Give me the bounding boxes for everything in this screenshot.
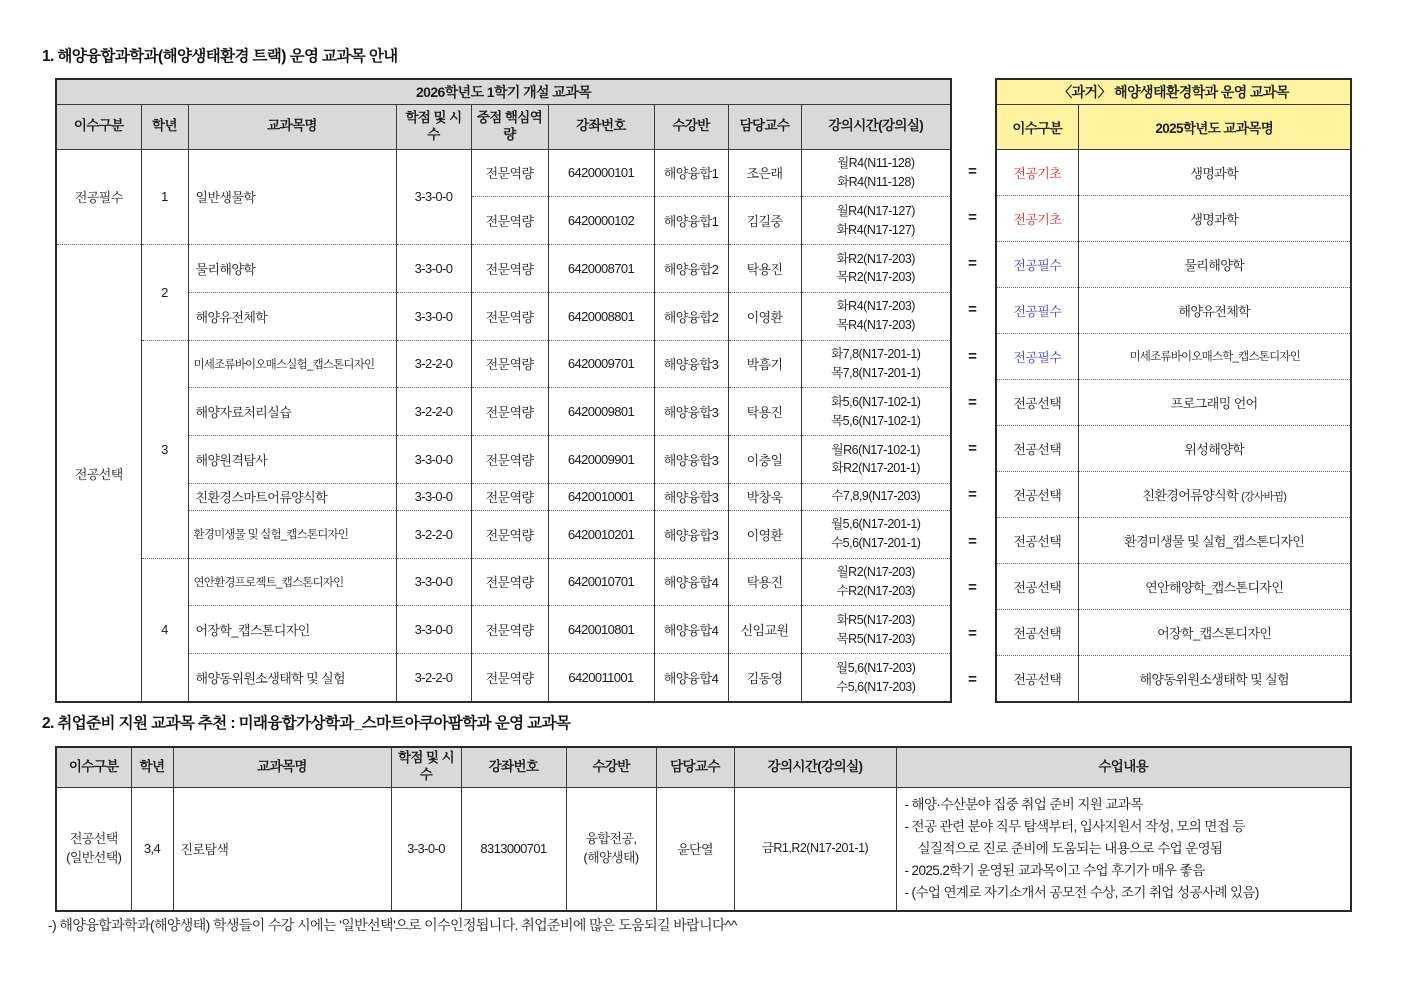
past-category-cell: 전공선택 bbox=[996, 609, 1078, 655]
competency-cell: 전문역량 bbox=[471, 340, 548, 388]
col-header-credits: 학점 및 시수 bbox=[396, 104, 471, 149]
professor-cell: 김길중 bbox=[728, 197, 801, 245]
year-cell: 1 bbox=[141, 149, 188, 245]
past-category-cell: 전공필수 bbox=[996, 333, 1078, 379]
schedule-line: 목7,8(N17-201-1) bbox=[831, 365, 921, 380]
professor-cell: 박흠기 bbox=[728, 340, 801, 388]
past-col-header-course: 2025학년도 교과목명 bbox=[1078, 104, 1351, 149]
credits-cell: 3-3-0-0 bbox=[396, 149, 471, 245]
past-course-cell: 환경미생물 및 실험_캡스톤디자인 bbox=[1078, 517, 1351, 563]
past-course-cell: 프로그래밍 언어 bbox=[1078, 379, 1351, 425]
completion-line: 전공선택 bbox=[69, 830, 118, 846]
past-course-cell: 어장학_캡스톤디자인 bbox=[1078, 609, 1351, 655]
equals-sign: = bbox=[968, 162, 977, 180]
past-course-name: 친환경어류양식학 bbox=[1142, 487, 1239, 503]
table-row bbox=[996, 287, 1351, 333]
past-course-cell: 물리해양학 bbox=[1078, 241, 1351, 287]
equals-sign: = bbox=[968, 255, 977, 273]
completion-cell bbox=[56, 787, 131, 911]
course-code-cell: 6420008801 bbox=[548, 292, 654, 340]
past-category-cell: 전공선택 bbox=[996, 379, 1078, 425]
table-past-courses bbox=[995, 78, 1352, 703]
schedule-line: 목R2(N17-203) bbox=[836, 270, 915, 285]
course-code-cell: 6420000101 bbox=[548, 149, 654, 197]
professor-cell: 탁용진 bbox=[728, 245, 801, 293]
course-name-cell: 해양동위원소생태학 및 실험 bbox=[188, 654, 396, 702]
schedule-cell bbox=[801, 436, 951, 484]
professor-cell: 신임교원 bbox=[728, 606, 801, 654]
course-code-cell: 6420010801 bbox=[548, 606, 654, 654]
table-row bbox=[56, 245, 951, 293]
professor-cell: 조은래 bbox=[728, 149, 801, 197]
t2-col-header-code: 강좌번호 bbox=[461, 747, 566, 787]
class-section-cell: 해양융합1 bbox=[654, 149, 728, 197]
past-category-cell: 전공선택 bbox=[996, 471, 1078, 517]
schedule-line: 월R4(N17-127) bbox=[836, 203, 915, 218]
table-row bbox=[56, 558, 951, 606]
competency-cell: 전문역량 bbox=[471, 510, 548, 558]
course-name-cell: 미세조류바이오매스실험_캡스톤디자인 bbox=[188, 340, 396, 388]
year-cell: 3,4 bbox=[131, 787, 173, 911]
professor-cell: 탁용진 bbox=[728, 558, 801, 606]
credits-cell: 3-3-0-0 bbox=[396, 245, 471, 293]
t2-col-header-completion: 이수구분 bbox=[56, 747, 131, 787]
competency-cell: 전문역량 bbox=[471, 197, 548, 245]
schedule-cell bbox=[801, 388, 951, 436]
year-cell: 3 bbox=[141, 340, 188, 558]
schedule-cell bbox=[801, 606, 951, 654]
year-cell: 4 bbox=[141, 558, 188, 702]
equals-sign: = bbox=[968, 671, 977, 689]
course-code-cell: 6420010701 bbox=[548, 558, 654, 606]
section2-title: 2. 취업준비 지원 교과목 추천 : 미래융합가상학과_스마트아쿠아팜학과 운영 교과목 bbox=[42, 715, 571, 732]
course-name-cell: 해양원격탐사 bbox=[188, 436, 396, 484]
competency-cell: 전문역량 bbox=[471, 436, 548, 484]
table-row bbox=[996, 517, 1351, 563]
table-row bbox=[996, 241, 1351, 287]
table-row bbox=[56, 483, 951, 510]
t2-col-header-credits: 학점 및 시수 bbox=[391, 747, 461, 787]
course-content-cell bbox=[896, 787, 1351, 911]
course-code-cell: 8313000701 bbox=[461, 787, 566, 911]
course-name-cell: 해양자료처리실습 bbox=[188, 388, 396, 436]
schedule-line: 수5,6(N17-203) bbox=[836, 679, 916, 694]
past-col-header-category: 이수구분 bbox=[996, 104, 1078, 149]
past-category-cell: 전공선택 bbox=[996, 563, 1078, 609]
table1-title: 2026학년도 1학기 개설 교과목 bbox=[56, 79, 951, 104]
table-row bbox=[56, 292, 951, 340]
course-name-cell: 연안환경프로젝트_캡스톤디자인 bbox=[188, 558, 396, 606]
table-row bbox=[996, 149, 1351, 195]
professor-cell: 이충일 bbox=[728, 436, 801, 484]
course-code-cell: 6420009701 bbox=[548, 340, 654, 388]
table-row bbox=[996, 609, 1351, 655]
schedule-line: 수5,6(N17-201-1) bbox=[831, 536, 921, 551]
past-category-cell: 전공기초 bbox=[996, 149, 1078, 195]
course-code-cell: 6420010001 bbox=[548, 483, 654, 510]
t2-col-header-class: 수강반 bbox=[566, 747, 656, 787]
equals-sign: = bbox=[968, 347, 977, 365]
competency-cell: 전문역량 bbox=[471, 483, 548, 510]
schedule-cell bbox=[801, 510, 951, 558]
schedule-cell bbox=[801, 149, 951, 197]
credits-cell: 3-3-0-0 bbox=[391, 787, 461, 911]
schedule-line: 월R6(N17-102-1) bbox=[831, 442, 920, 457]
course-name-cell: 어장학_캡스톤디자인 bbox=[188, 606, 396, 654]
schedule-cell bbox=[801, 558, 951, 606]
content-line: - 2025.2학기 운영된 교과목이고 수업 후기가 매우 좋음 bbox=[904, 862, 1205, 878]
equals-sign: = bbox=[968, 393, 977, 411]
content-line: - 해양·수산분야 집중 취업 준비 지원 교과목 bbox=[904, 796, 1143, 812]
class-section-cell bbox=[566, 787, 656, 911]
table-row bbox=[996, 379, 1351, 425]
col-header-course: 교과목명 bbox=[188, 104, 396, 149]
class-section-cell: 해양융합2 bbox=[654, 245, 728, 293]
past-course-cell: 생명과학 bbox=[1078, 195, 1351, 241]
table-row bbox=[56, 510, 951, 558]
equals-sign: = bbox=[968, 625, 977, 643]
class-line: 융합전공, bbox=[585, 830, 637, 846]
table-row bbox=[56, 340, 951, 388]
past-course-cell: 위성해양학 bbox=[1078, 425, 1351, 471]
t2-col-header-year: 학년 bbox=[131, 747, 173, 787]
schedule-line: 화R4(N11-128) bbox=[837, 174, 915, 189]
schedule-line: 목5,6(N17-102-1) bbox=[831, 413, 921, 428]
equals-sign: = bbox=[968, 532, 977, 550]
past-category-cell: 전공선택 bbox=[996, 655, 1078, 702]
credits-cell: 3-3-0-0 bbox=[396, 292, 471, 340]
table-row bbox=[996, 471, 1351, 517]
schedule-line: 화7,8(N17-201-1) bbox=[831, 347, 921, 362]
class-section-cell: 해양융합1 bbox=[654, 197, 728, 245]
table-row bbox=[56, 149, 951, 197]
col-header-schedule: 강의시간(강의실) bbox=[801, 104, 951, 149]
table-row bbox=[996, 563, 1351, 609]
past-course-cell bbox=[1078, 471, 1351, 517]
credits-cell: 3-2-2-0 bbox=[396, 510, 471, 558]
col-header-professor: 담당교수 bbox=[728, 104, 801, 149]
class-section-cell: 해양융합3 bbox=[654, 388, 728, 436]
credits-cell: 3-2-2-0 bbox=[396, 654, 471, 702]
class-section-cell: 해양융합3 bbox=[654, 436, 728, 484]
schedule-cell bbox=[801, 483, 951, 510]
table-row bbox=[996, 195, 1351, 241]
t2-col-header-professor: 담당교수 bbox=[656, 747, 734, 787]
professor-cell: 이영환 bbox=[728, 510, 801, 558]
content-line: - (수업 연계로 자기소개서 공모전 수상, 조기 취업 성공사례 있음) bbox=[904, 884, 1259, 900]
equals-sign: = bbox=[968, 208, 977, 226]
course-code-cell: 6420010201 bbox=[548, 510, 654, 558]
schedule-cell: 금R1,R2(N17-201-1) bbox=[734, 787, 896, 911]
schedule-cell bbox=[801, 292, 951, 340]
course-name-cell: 일반생물학 bbox=[188, 149, 396, 245]
course-name-cell: 진로탐색 bbox=[173, 787, 391, 911]
past-course-note: (강사바뀜) bbox=[1241, 490, 1287, 503]
course-name-cell: 해양유전체학 bbox=[188, 292, 396, 340]
footnote: -) 해양융합과학과(해양생태) 학생들이 수강 시에는 '일반선택'으로 이수인정됩니다. 취업준비에 많은 도움되길 바랍니다^^ bbox=[48, 917, 737, 933]
schedule-line: 수R2(N17-203) bbox=[836, 583, 915, 598]
schedule-line: 화R4(N17-203) bbox=[836, 299, 915, 314]
course-name-cell: 친환경스마트어류양식학 bbox=[188, 483, 396, 510]
schedule-cell bbox=[801, 197, 951, 245]
course-code-cell: 6420000102 bbox=[548, 197, 654, 245]
past-category-cell: 전공필수 bbox=[996, 287, 1078, 333]
schedule-line: 화R5(N17-203) bbox=[836, 612, 915, 627]
class-section-cell: 해양융합4 bbox=[654, 558, 728, 606]
credits-cell: 3-2-2-0 bbox=[396, 388, 471, 436]
col-header-year: 학년 bbox=[141, 104, 188, 149]
past-category-cell: 전공선택 bbox=[996, 517, 1078, 563]
schedule-line: 목R5(N17-203) bbox=[836, 631, 915, 646]
completion-line: (일반선택) bbox=[66, 849, 122, 865]
year-cell: 2 bbox=[141, 245, 188, 341]
schedule-line: 월R4(N11-128) bbox=[837, 156, 915, 171]
professor-cell: 탁용진 bbox=[728, 388, 801, 436]
schedule-line: 화R2(N17-201-1) bbox=[831, 461, 920, 476]
content-line: - 전공 관련 분야 직무 탐색부터, 입사지원서 작성, 모의 면접 등 bbox=[904, 818, 1245, 834]
schedule-line: 월5,6(N17-203) bbox=[836, 660, 916, 675]
competency-cell: 전문역량 bbox=[471, 654, 548, 702]
table-row bbox=[56, 436, 951, 484]
schedule-line: 수7,8,9(N17-203) bbox=[831, 489, 921, 504]
course-name-cell: 물리해양학 bbox=[188, 245, 396, 293]
competency-cell: 전문역량 bbox=[471, 292, 548, 340]
course-code-cell: 6420008701 bbox=[548, 245, 654, 293]
class-section-cell: 해양융합3 bbox=[654, 340, 728, 388]
table-row bbox=[56, 388, 951, 436]
past-course-cell: 연안해양학_캡스톤디자인 bbox=[1078, 563, 1351, 609]
equals-sign: = bbox=[968, 486, 977, 504]
table-career-course bbox=[55, 746, 1352, 912]
course-name-cell: 환경미생물 및 실험_캡스톤디자인 bbox=[188, 510, 396, 558]
course-code-cell: 6420009901 bbox=[548, 436, 654, 484]
table-row bbox=[996, 425, 1351, 471]
schedule-line: 화R2(N17-203) bbox=[836, 251, 915, 266]
credits-cell: 3-3-0-0 bbox=[396, 483, 471, 510]
schedule-cell bbox=[801, 654, 951, 702]
past-course-cell: 해양유전체학 bbox=[1078, 287, 1351, 333]
past-category-cell: 전공선택 bbox=[996, 425, 1078, 471]
equals-sign: = bbox=[968, 440, 977, 458]
past-course-cell: 미세조류바이오매스학_캡스톤디자인 bbox=[1078, 333, 1351, 379]
schedule-line: 목R4(N17-203) bbox=[836, 318, 915, 333]
class-section-cell: 해양융합3 bbox=[654, 483, 728, 510]
col-header-competency: 중점 핵심역량 bbox=[471, 104, 548, 149]
credits-cell: 3-2-2-0 bbox=[396, 340, 471, 388]
schedule-line: 월R2(N17-203) bbox=[836, 565, 915, 580]
credits-cell: 3-3-0-0 bbox=[396, 558, 471, 606]
table-row bbox=[56, 787, 1351, 911]
t2-col-header-content: 수업내용 bbox=[896, 747, 1351, 787]
col-header-code: 강좌번호 bbox=[548, 104, 654, 149]
col-header-class: 수강반 bbox=[654, 104, 728, 149]
credits-cell: 3-3-0-0 bbox=[396, 436, 471, 484]
class-section-cell: 해양융합4 bbox=[654, 654, 728, 702]
content-line: 실질적으로 진로 준비에 도움되는 내용으로 수업 운영됨 bbox=[917, 840, 1223, 856]
competency-cell: 전문역량 bbox=[471, 558, 548, 606]
table-row bbox=[996, 655, 1351, 702]
competency-cell: 전문역량 bbox=[471, 388, 548, 436]
past-course-cell: 생명과학 bbox=[1078, 149, 1351, 195]
schedule-cell bbox=[801, 245, 951, 293]
schedule-line: 화R4(N17-127) bbox=[836, 222, 915, 237]
t2-col-header-schedule: 강의시간(강의실) bbox=[734, 747, 896, 787]
past-table-title: 〈과거〉 해양생태환경학과 운영 교과목 bbox=[996, 79, 1351, 104]
professor-cell: 윤단열 bbox=[656, 787, 734, 911]
past-category-cell: 전공필수 bbox=[996, 241, 1078, 287]
table-row bbox=[56, 654, 951, 702]
schedule-cell bbox=[801, 340, 951, 388]
class-section-cell: 해양융합4 bbox=[654, 606, 728, 654]
table-row bbox=[56, 606, 951, 654]
course-code-cell: 6420011001 bbox=[548, 654, 654, 702]
credits-cell: 3-3-0-0 bbox=[396, 606, 471, 654]
equals-sign: = bbox=[968, 578, 977, 596]
professor-cell: 김동영 bbox=[728, 654, 801, 702]
schedule-line: 화5,6(N17-102-1) bbox=[831, 394, 921, 409]
schedule-line: 월5,6(N17-201-1) bbox=[831, 517, 921, 532]
class-section-cell: 해양융합3 bbox=[654, 510, 728, 558]
section1-title: 1. 해양융합과학과(해양생태환경 트랙) 운영 교과목 안내 bbox=[42, 48, 398, 65]
t2-col-header-course: 교과목명 bbox=[173, 747, 391, 787]
table-2026-courses bbox=[55, 78, 952, 703]
professor-cell: 박창욱 bbox=[728, 483, 801, 510]
professor-cell: 이영환 bbox=[728, 292, 801, 340]
course-code-cell: 6420009801 bbox=[548, 388, 654, 436]
completion-cell: 전공선택 bbox=[56, 245, 141, 702]
equals-sign: = bbox=[968, 301, 977, 319]
competency-cell: 전문역량 bbox=[471, 245, 548, 293]
class-line: (해양생태) bbox=[583, 849, 639, 865]
competency-cell: 전문역량 bbox=[471, 149, 548, 197]
past-category-cell: 전공기초 bbox=[996, 195, 1078, 241]
past-course-cell: 해양동위원소생태학 및 실험 bbox=[1078, 655, 1351, 702]
class-section-cell: 해양융합2 bbox=[654, 292, 728, 340]
equals-column bbox=[950, 148, 995, 703]
competency-cell: 전문역량 bbox=[471, 606, 548, 654]
table-row bbox=[996, 333, 1351, 379]
completion-cell: 전공필수 bbox=[56, 149, 141, 245]
col-header-completion: 이수구분 bbox=[56, 104, 141, 149]
